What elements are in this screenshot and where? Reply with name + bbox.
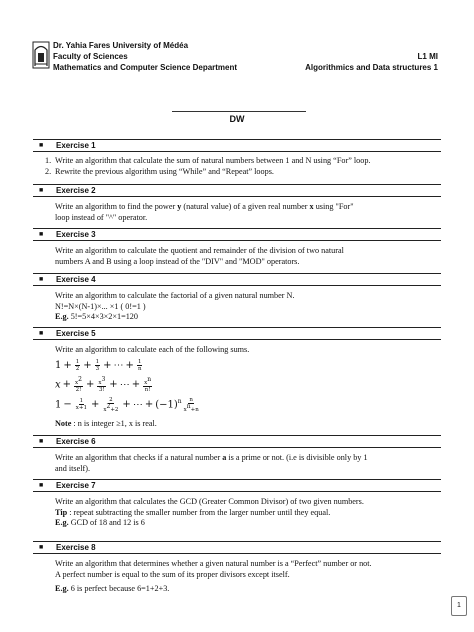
exercise-1-header xyxy=(33,139,441,152)
exercise-label: Exercise 8 xyxy=(56,543,96,552)
exercise-5-header xyxy=(33,327,441,340)
exercise-3-text xyxy=(55,246,447,267)
university-logo-icon xyxy=(31,40,51,70)
exercise-label: Exercise 7 xyxy=(56,481,96,490)
text-line: Write an algorithm that checks if a natural number a is a prime or not. (i.e is divisible only by 1 xyxy=(55,453,368,462)
text-line: A perfect number is equal to the sum of its proper divisors except itself. xyxy=(55,569,290,579)
formula-3: 1 − $\frac{1}{x+1}$ + $\frac{2}{x^2+2}$ + ⋯ + $(-1)^n$ $\frac{n}{x^n+n}$ xyxy=(55,397,199,413)
example-line: E.g. GCD of 18 and 12 is 6 xyxy=(55,518,145,527)
exercise-2-header xyxy=(33,184,441,197)
exercise-8-header xyxy=(33,541,441,554)
text-line: Write an algorithm to calculate the factorial of a given natural number N. xyxy=(55,291,295,300)
exercise-7-header xyxy=(33,479,441,492)
list-number: 2. xyxy=(45,167,52,176)
exercise-8-text xyxy=(55,559,447,580)
exercise-7-text xyxy=(55,497,447,529)
exercise-label: Exercise 5 xyxy=(56,329,96,338)
exercise-label: Exercise 6 xyxy=(56,437,96,446)
page-number: 1 xyxy=(451,596,467,616)
text-line: Write an algorithm that determines whether a given natural number is a “Perfect” number or not. xyxy=(55,559,372,568)
document-title: DW xyxy=(229,114,245,124)
example-line: E.g. 5!=5×4×3×2×1=120 xyxy=(55,312,138,321)
university-name: Dr. Yahia Fares University of Médéa xyxy=(53,41,189,50)
department-name: Mathematics and Computer Science Department xyxy=(53,63,238,72)
exercise-6-text xyxy=(55,453,447,474)
formula-1: 1 + $\frac{1}{2}$ + $\frac{1}{3}$ + ⋯ + $\frac{1}{n}$ xyxy=(55,359,142,372)
exercise-3-header xyxy=(33,228,441,241)
level-label: L1 MI xyxy=(417,52,438,61)
exercise-label: Exercise 4 xyxy=(56,275,96,284)
text-line: and itself). xyxy=(55,463,91,473)
variable-x: x xyxy=(309,202,314,211)
text-line: Write an algorithm to calculate the quotient and remainder of the division of two natural xyxy=(55,246,344,255)
text-line: Write an algorithm to find the power y (natural value) of a given real number x using "For" xyxy=(55,202,354,211)
exercise-1-item-2: Rewrite the previous algorithm using “While” and “Repeat” loops. xyxy=(55,167,274,176)
exercise-8-example: E.g. 6 is perfect because 6=1+2+3. xyxy=(55,584,170,593)
bullet-icon: ■ xyxy=(39,438,44,445)
exercise-4-text xyxy=(55,291,447,323)
exercise-5-intro: Write an algorithm to calculate each of the following sums. xyxy=(55,345,250,354)
exercise-4-header xyxy=(33,273,441,286)
title-rule xyxy=(172,111,306,112)
bullet-icon: ■ xyxy=(39,482,44,489)
bullet-icon: ■ xyxy=(39,231,44,238)
exercise-6-header xyxy=(33,435,441,448)
exercise-label: Exercise 1 xyxy=(56,141,96,150)
bullet-icon: ■ xyxy=(39,330,44,337)
text-line: N!=N×(N-1)×... ×1 ( 0!=1 ) xyxy=(55,301,146,311)
exercise-2-text xyxy=(55,202,447,223)
bullet-icon: ■ xyxy=(39,544,44,551)
exercise-label: Exercise 2 xyxy=(56,186,96,195)
text-line: numbers A and B using a loop instead of the "DIV" and "MOD" operators. xyxy=(55,256,300,266)
formula-2: x + $\frac{x^2}{2!}$ + $\frac{x^3}{3!}$ + ⋯ + $\frac{x^n}{n!}$ xyxy=(55,376,152,393)
variable-y: y xyxy=(177,202,182,211)
exercise-label: Exercise 3 xyxy=(56,230,96,239)
exercise-1-item-1: Write an algorithm that calculate the sum of natural numbers between 1 and N using “For” loop. xyxy=(55,156,371,165)
exercise-5-note: Note : n is integer ≥1, x is real. xyxy=(55,419,157,428)
course-name: Algorithmics and Data structures 1 xyxy=(305,63,438,72)
bullet-icon: ■ xyxy=(39,142,44,149)
list-number: 1. xyxy=(45,156,52,165)
text-line: loop instead of "^" operator. xyxy=(55,212,148,222)
variable-a: a xyxy=(222,453,227,462)
faculty-name: Faculty of Sciences xyxy=(53,52,128,61)
tip-line: Tip : repeat subtracting the smaller number from the larger number until they equal. xyxy=(55,507,331,517)
bullet-icon: ■ xyxy=(39,187,44,194)
bullet-icon: ■ xyxy=(39,276,44,283)
text-line: Write an algorithm that calculates the GCD (Greater Common Divisor) of two given numbers. xyxy=(55,497,364,506)
